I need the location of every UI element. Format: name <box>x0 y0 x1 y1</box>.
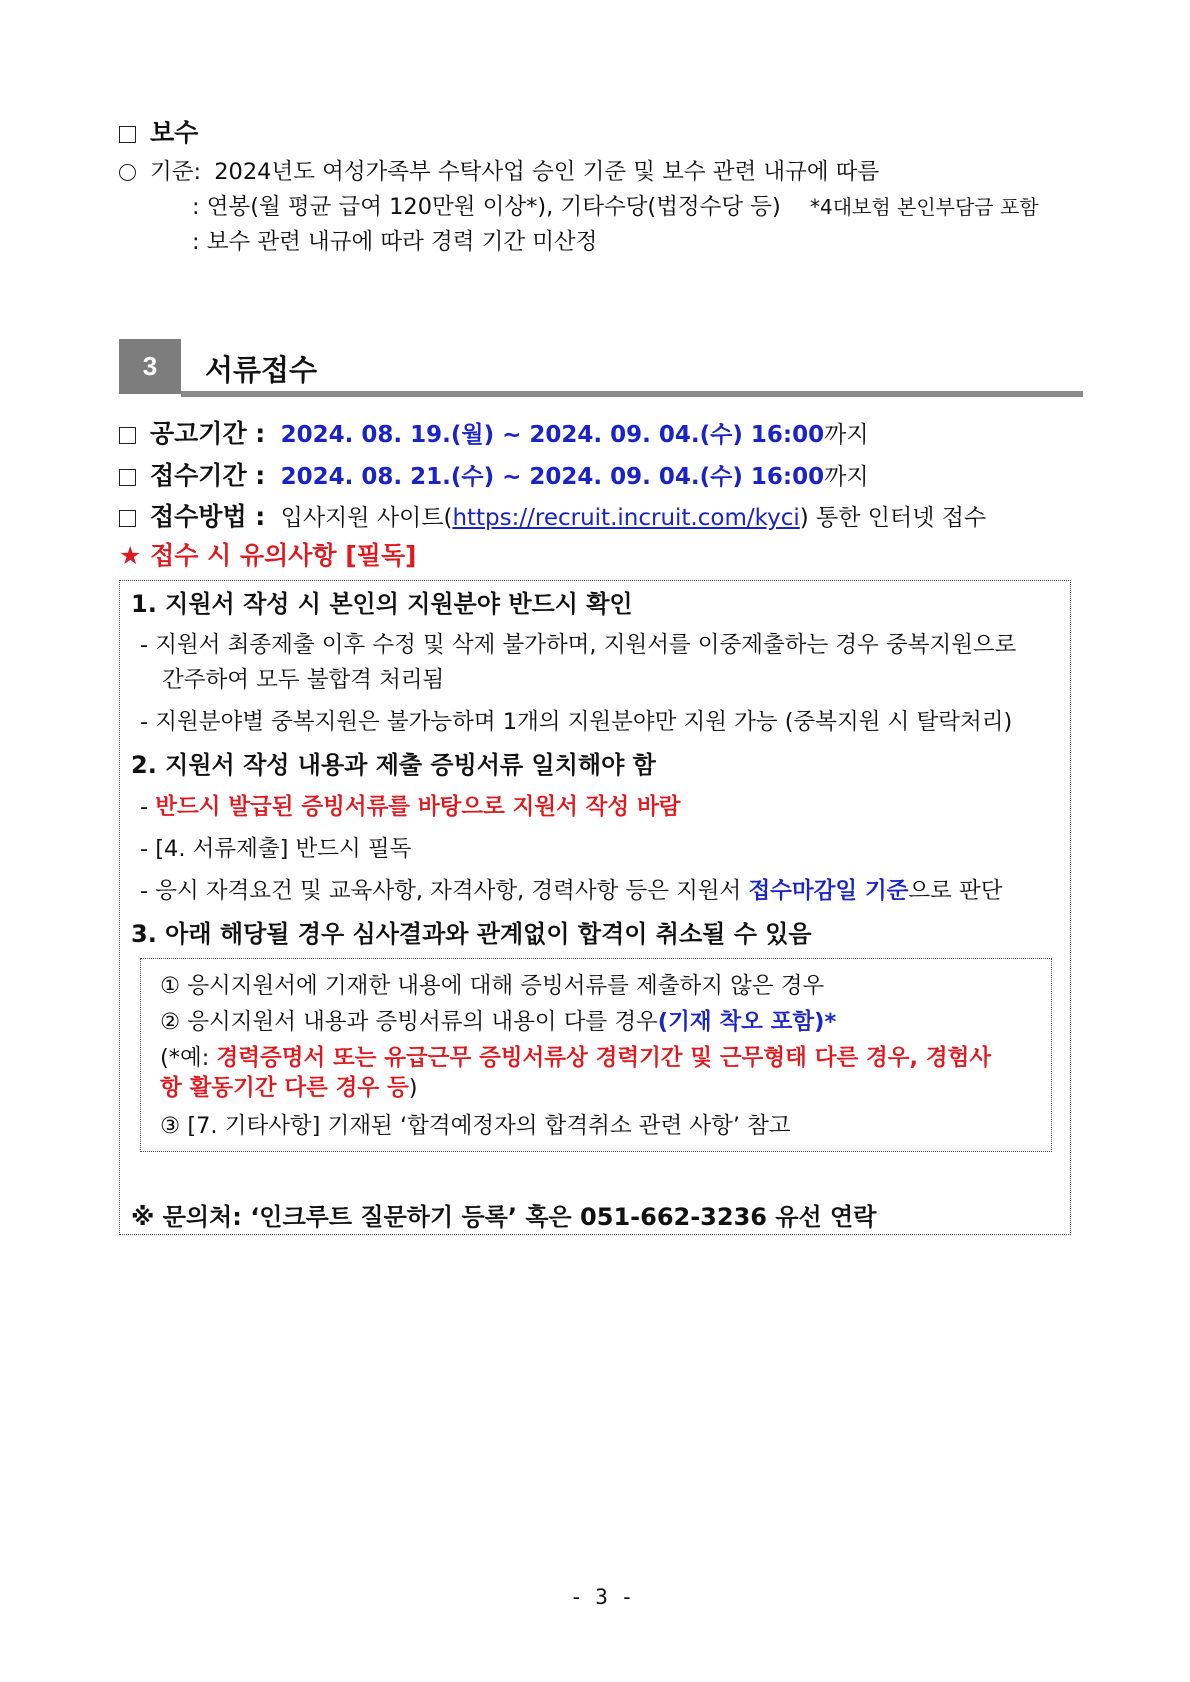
notice-period-suffix: 까지 <box>824 422 869 448</box>
receipt-period-value: 2024. 08. 21.(수) ~ 2024. 09. 04.(수) 16:00 <box>280 464 825 490</box>
pay-sub2-line: : 보수 관련 내규에 따라 경력 기간 미산정 <box>192 229 598 255</box>
receipt-method-suffix: ) 통한 인터넷 접수 <box>799 505 987 531</box>
receipt-period-line <box>119 456 869 492</box>
receipt-period-label: 접수기간 : <box>150 461 266 490</box>
cancel-example-suffix: ) <box>408 1075 418 1101</box>
cancel-example-red1: 경력증명서 또는 유급근무 증빙서류상 경력기간 및 근무형태 다른 경우, 경험사 <box>216 1045 992 1071</box>
receipt-method-label: 접수방법 : <box>150 502 266 531</box>
caution-item2-bullet3-pre: - 응시 자격요건 및 교육사항, 자격사항, 경력사항 등은 지원서 <box>140 878 749 904</box>
section-header <box>119 339 1083 397</box>
pay-sub1-note: *4대보험 본인부담금 포함 <box>809 195 1039 219</box>
receipt-method-line <box>119 497 986 533</box>
checkbox-square-icon <box>119 126 136 143</box>
section-underline <box>181 391 1083 397</box>
cancel-condition-3: ③ [7. 기타사항] 기재된 ‘합격예정자의 합격취소 관련 사항’ 참고 <box>160 1113 791 1139</box>
recruit-site-link[interactable]: https://recruit.incruit.com/kyci <box>452 505 800 531</box>
caution-item3-title: 3. 아래 해당될 경우 심사결과와 관계없이 합격이 취소될 수 있음 <box>131 920 812 948</box>
receipt-period-suffix: 까지 <box>824 464 869 490</box>
pay-basis-line <box>119 154 879 186</box>
pay-sub1-line <box>192 189 1039 221</box>
caution-title: ★ 접수 시 유의사항 [필독] <box>119 541 417 570</box>
notice-period-value: 2024. 08. 19.(월) ~ 2024. 09. 04.(수) 16:00 <box>280 422 825 448</box>
cancel-example-line2 <box>160 1070 417 1102</box>
caution-item2-bullet1 <box>140 789 680 821</box>
checkbox-square-icon <box>119 427 136 444</box>
caution-item1-title: 1. 지원서 작성 시 본인의 지원분야 반드시 확인 <box>131 590 633 618</box>
pay-sub1-main: : 연봉(월 평균 급여 120만원 이상*), 기타수당(법정수당 등) <box>192 194 781 220</box>
cancel-example-prefix: (*예: <box>160 1045 217 1071</box>
caution-item1-bullet1-line1: - 지원서 최종제출 이후 수정 및 삭제 불가하며, 지원서를 이중제출하는 경우 중복지원으로 <box>140 632 1017 658</box>
contact-info: ※ 문의처: ‘인크루트 질문하기 등록’ 혹은 051-662-3236 유선 연락 <box>131 1203 877 1231</box>
caution-item2-bullet1-text: 반드시 발급된 증빙서류를 바탕으로 지원서 작성 바람 <box>155 794 681 820</box>
caution-item1-bullet1-line2: 간주하여 모두 불합격 처리됨 <box>162 667 445 693</box>
page-number: - 3 - <box>570 1585 634 1609</box>
section-number: 3 <box>119 339 181 394</box>
circle-bullet-icon <box>119 164 136 181</box>
cancel-condition-2-em: (기재 착오 포함)* <box>657 1009 837 1035</box>
notice-period-line <box>119 414 869 450</box>
section-title: 서류접수 <box>205 353 318 387</box>
cancel-example-red2: 항 활동기간 다른 경우 등 <box>160 1075 409 1101</box>
notice-period-label: 공고기간 : <box>150 419 266 448</box>
caution-item2-bullet3 <box>140 873 1003 905</box>
cancel-example-line1 <box>160 1040 991 1072</box>
caution-item2-bullet3-em: 접수마감일 기준 <box>748 878 909 904</box>
caution-item2-bullet2: - [4. 서류제출] 반드시 필독 <box>140 836 412 862</box>
pay-heading: 보수 <box>119 113 198 149</box>
pay-basis-label: 기준: <box>150 159 202 185</box>
checkbox-square-icon <box>119 469 136 486</box>
cancel-condition-2 <box>160 1004 836 1036</box>
cancel-condition-1: ① 응시지원서에 기재한 내용에 대해 증빙서류를 제출하지 않은 경우 <box>160 973 825 999</box>
cancel-condition-2-text: ② 응시지원서 내용과 증빙서류의 내용이 다를 경우 <box>160 1009 658 1035</box>
caution-item2-title: 2. 지원서 작성 내용과 제출 증빙서류 일치해야 함 <box>131 751 656 779</box>
receipt-method-prefix: 입사지원 사이트( <box>280 505 453 531</box>
checkbox-square-icon <box>119 510 136 527</box>
caution-item1-bullet2: - 지원분야별 중복지원은 불가능하며 1개의 지원분야만 지원 가능 (중복지원 시 탈락처리) <box>140 709 1013 735</box>
bullet-dash: - <box>140 794 156 820</box>
caution-item2-bullet3-post: 으로 판단 <box>908 878 1003 904</box>
pay-basis-text: 2024년도 여성가족부 수탁사업 승인 기준 및 보수 관련 내규에 따름 <box>214 159 880 185</box>
